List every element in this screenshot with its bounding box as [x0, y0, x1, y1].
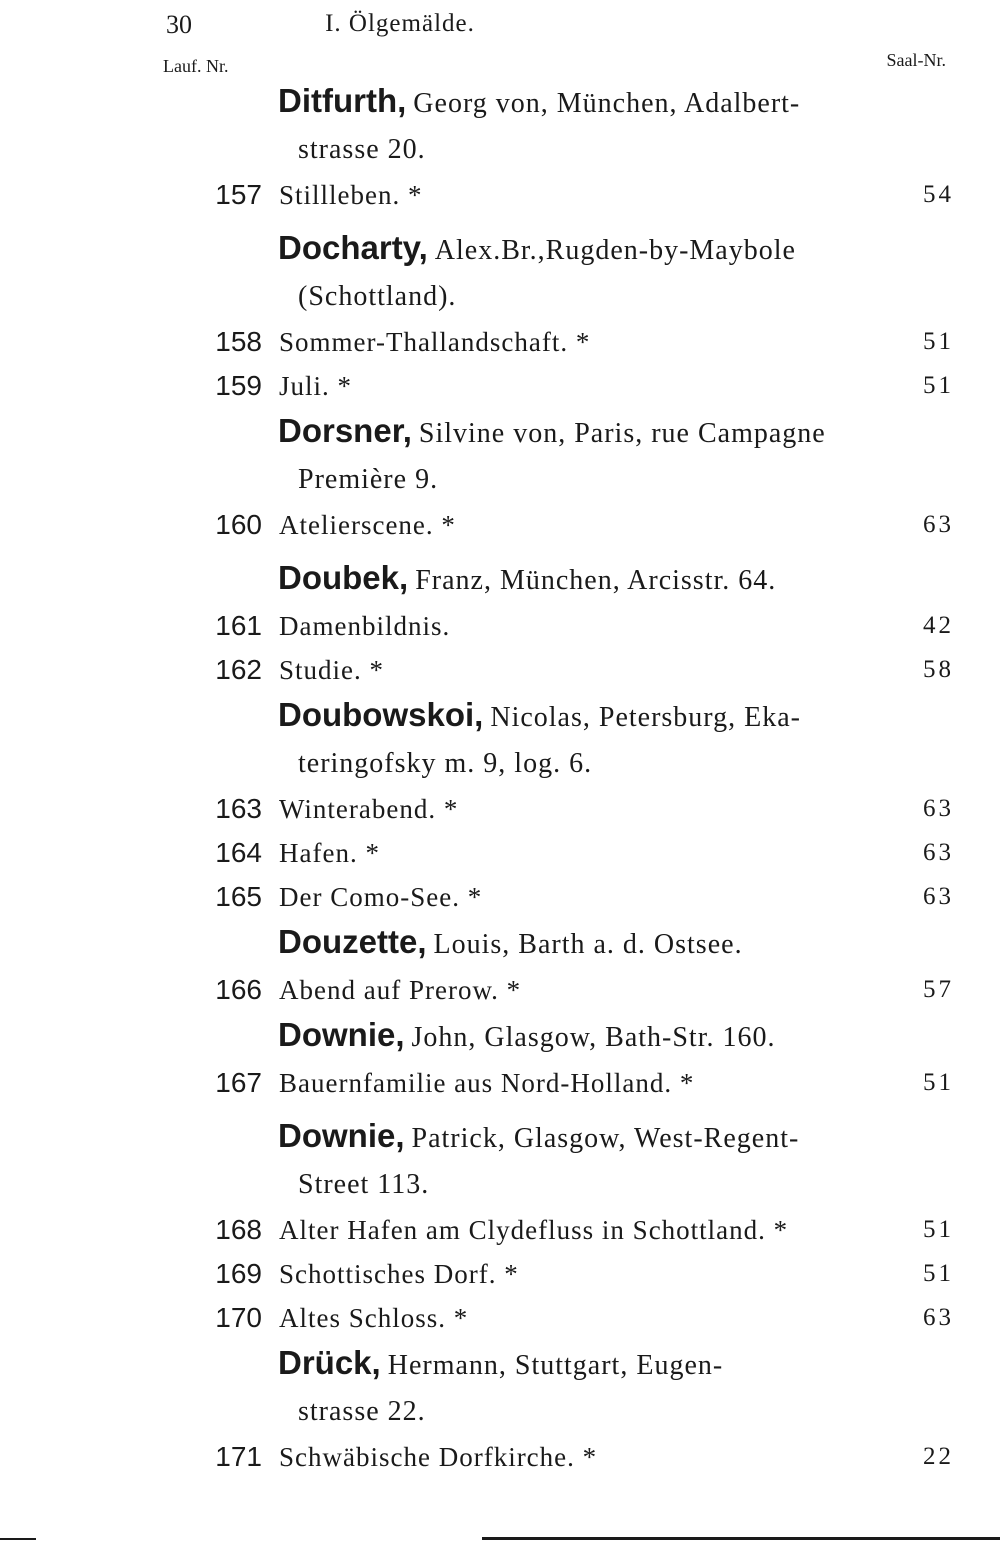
entry-title: Juli. *	[279, 371, 353, 401]
artist-name: Douzette,	[278, 923, 427, 960]
room-number: 63	[923, 511, 954, 538]
catalogue-entry	[0, 1435, 1000, 1479]
entry-title: Bauernfamilie aus Nord-Holland. *	[279, 1068, 695, 1098]
entry-number: 160	[215, 509, 262, 540]
entry-title: Winterabend. *	[279, 794, 459, 824]
catalogue-entry	[0, 831, 1000, 875]
artist-address-continued: Street 113.	[298, 1169, 430, 1200]
catalogue-entry	[0, 503, 1000, 547]
room-number: 63	[923, 839, 954, 866]
entry-number: 164	[215, 837, 262, 868]
artist-address: Silvine von, Paris, rue Campagne	[418, 418, 826, 449]
artist-name: Ditfurth,	[278, 82, 407, 119]
artist-heading	[0, 78, 1000, 173]
artist-address-continued: strasse 20.	[298, 134, 426, 165]
artist-heading	[0, 1340, 1000, 1435]
room-number: 63	[923, 883, 954, 910]
room-number: 51	[923, 328, 954, 355]
artist-address: Patrick, Glasgow, West-Regent-	[411, 1123, 800, 1154]
artist-heading	[0, 1012, 1000, 1061]
artist-name: Doubowskoi,	[278, 696, 484, 733]
entry-number: 162	[215, 654, 262, 685]
entry-number: 169	[215, 1258, 262, 1289]
room-number: 57	[923, 976, 954, 1003]
artist-name: Downie,	[278, 1117, 405, 1154]
entry-number: 165	[215, 881, 262, 912]
entry-number: 166	[215, 974, 262, 1005]
catalogue-entry	[0, 364, 1000, 408]
artist-heading	[0, 225, 1000, 320]
artist-heading	[0, 1113, 1000, 1208]
block-spacer	[0, 217, 1000, 225]
entry-title: Schottisches Dorf. *	[279, 1259, 519, 1289]
entry-number: 167	[215, 1067, 262, 1098]
artist-name: Downie,	[278, 1016, 405, 1053]
entry-number: 157	[215, 179, 262, 210]
entry-number: 159	[215, 370, 262, 401]
entry-title: Abend auf Prerow. *	[279, 975, 522, 1005]
block-spacer	[0, 547, 1000, 555]
catalogue-entry	[0, 173, 1000, 217]
artist-name: Doubek,	[278, 559, 409, 596]
running-head: I. Ölgemälde.	[325, 10, 475, 37]
artist-address: Alex.Br.,Rugden-by-Maybole	[434, 235, 796, 266]
entry-title: Der Como-See. *	[279, 882, 483, 912]
catalogue-list	[0, 78, 1000, 1479]
room-number: 54	[923, 181, 954, 208]
artist-address: Georg von, München, Adalbert-	[413, 88, 801, 119]
catalogue-entry	[0, 648, 1000, 692]
entry-title: Damenbildnis.	[279, 611, 451, 641]
catalogue-entry	[0, 320, 1000, 364]
artist-address: Hermann, Stuttgart, Eugen-	[387, 1350, 724, 1381]
room-number: 51	[923, 372, 954, 399]
entry-number: 171	[215, 1441, 262, 1472]
entry-number: 158	[215, 326, 262, 357]
entry-title: Hafen. *	[279, 838, 380, 868]
column-label-saal-nr: Saal-Nr.	[886, 50, 946, 70]
catalogue-entry	[0, 604, 1000, 648]
artist-address: Franz, München, Arcisstr. 64.	[415, 565, 777, 596]
entry-title: Atelierscene. *	[279, 510, 456, 540]
artist-name: Dorsner,	[278, 412, 412, 449]
entry-title: Alter Hafen am Clydefluss in Schottland. *	[279, 1215, 789, 1245]
footer-rule-left	[0, 1538, 36, 1540]
artist-heading	[0, 692, 1000, 787]
artist-name: Drück,	[278, 1344, 381, 1381]
artist-address: John, Glasgow, Bath-Str. 160.	[411, 1022, 776, 1053]
artist-heading	[0, 555, 1000, 604]
room-number: 51	[923, 1069, 954, 1096]
catalogue-entry	[0, 787, 1000, 831]
artist-heading	[0, 919, 1000, 968]
room-number: 63	[923, 795, 954, 822]
artist-name: Docharty,	[278, 229, 428, 266]
artist-heading	[0, 408, 1000, 503]
entry-title: Altes Schloss. *	[279, 1303, 469, 1333]
entry-title: Sommer-Thallandschaft. *	[279, 327, 591, 357]
entry-title: Stillleben. *	[279, 180, 423, 210]
artist-address-continued: strasse 22.	[298, 1396, 426, 1427]
catalogue-entry	[0, 875, 1000, 919]
catalogue-entry	[0, 1252, 1000, 1296]
room-number: 58	[923, 656, 954, 683]
artist-address: Nicolas, Petersburg, Eka-	[490, 702, 801, 733]
room-number: 63	[923, 1304, 954, 1331]
room-number: 51	[923, 1260, 954, 1287]
artist-address: Louis, Barth a. d. Ostsee.	[433, 929, 743, 960]
entry-number: 161	[215, 610, 262, 641]
entry-title: Studie. *	[279, 655, 385, 685]
entry-number: 168	[215, 1214, 262, 1245]
entry-number: 170	[215, 1302, 262, 1333]
block-spacer	[0, 1105, 1000, 1113]
column-label-lauf-nr: Lauf. Nr.	[163, 56, 229, 76]
entry-number: 163	[215, 793, 262, 824]
catalogue-entry	[0, 1208, 1000, 1252]
artist-address-continued: teringofsky m. 9, log. 6.	[298, 748, 593, 779]
footer-rule-right	[482, 1537, 1000, 1540]
room-number: 22	[923, 1443, 954, 1470]
page-number: 30	[166, 10, 192, 39]
catalogue-entry	[0, 1296, 1000, 1340]
catalogue-entry	[0, 1061, 1000, 1105]
artist-address-continued: Première 9.	[298, 464, 439, 495]
catalogue-entry	[0, 968, 1000, 1012]
room-number: 42	[923, 612, 954, 639]
entry-title: Schwäbische Dorfkirche. *	[279, 1442, 598, 1472]
artist-address-continued: (Schottland).	[298, 281, 457, 312]
room-number: 51	[923, 1216, 954, 1243]
